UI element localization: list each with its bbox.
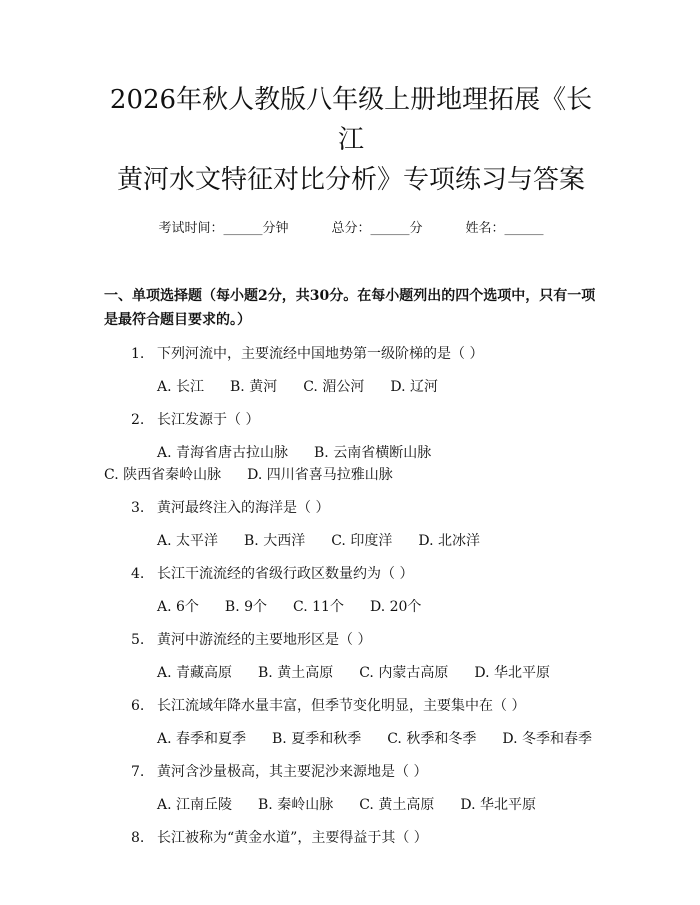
question-item [104,564,598,618]
question-item [104,762,598,816]
answer-option: A. 青藏高原 [157,665,233,681]
option-row [104,596,598,618]
question-stem [104,564,598,584]
question-item [104,498,598,552]
option-row [104,662,598,684]
question-number: 5. [131,632,145,648]
exam-info-line [104,220,598,238]
answer-option: B. 秦岭山脉 [258,797,334,813]
answer-option: A. 6个 [157,599,199,615]
option-row [104,376,598,398]
answer-option: B. 黄土高原 [258,665,334,681]
answer-option: C. 湄公河 [303,379,365,395]
total-score-field: 总分：______分 [331,221,423,236]
answer-option: C. 黄土高原 [359,797,435,813]
title-line-2: 黄河水文特征对比分析》专项练习与答案 [116,165,585,195]
question-text: 长江被称为“黄金水道”，主要得益于其（ ） [157,830,428,846]
question-item [104,696,598,750]
question-stem [104,344,598,364]
title-line-1: 2026年秋人教版八年级上册地理拓展《长江 [109,85,593,155]
question-stem [104,828,598,848]
answer-option: D. 华北平原 [474,665,550,681]
question-text: 长江发源于（ ） [157,412,260,428]
question-number: 8. [131,830,145,846]
answer-option: C. 内蒙古高原 [359,665,449,681]
answer-option: D. 辽河 [390,379,438,395]
question-list [104,344,598,848]
option-row [104,442,598,486]
question-number: 1. [131,346,145,362]
option-row [104,530,598,552]
question-text: 长江干流流经的省级行政区数量约为（ ） [157,566,414,582]
question-text: 下列河流中，主要流经中国地势第一级阶梯的是（ ） [157,346,484,362]
answer-option: D. 四川省喜马拉雅山脉 [247,467,393,483]
question-stem [104,498,598,518]
answer-option: D. 华北平原 [460,797,536,813]
question-stem [104,410,598,430]
answer-option: D. 20个 [369,599,422,615]
section-heading-single-choice: 一、单项选择题（每小题2分，共30分。在每小题列出的四个选项中，只有一项是最符合题目要求的。） [104,288,596,328]
question-number: 4. [131,566,145,582]
question-text: 黄河最终注入的海洋是（ ） [157,500,330,516]
question-stem [104,630,598,650]
student-name-field: 姓名：______ [465,221,544,236]
question-text: 黄河中游流经的主要地形区是（ ） [157,632,372,648]
answer-option: B. 夏季和秋季 [272,731,362,747]
question-item [104,344,598,398]
question-text: 黄河含沙量极高，其主要泥沙来源地是（ ） [157,764,428,780]
answer-option: C. 秋季和冬季 [387,731,477,747]
question-number: 2. [131,412,145,428]
answer-option: A. 太平洋 [157,533,219,549]
answer-option: A. 青海省唐古拉山脉 [157,445,289,461]
answer-option: A. 江南丘陵 [157,797,233,813]
answer-option: B. 云南省横断山脉 [314,445,432,461]
question-text: 长江流域年降水量丰富，但季节变化明显，主要集中在（ ） [157,698,526,714]
answer-option: A. 春季和夏季 [157,731,247,747]
answer-option: C. 11个 [293,599,344,615]
answer-option: B. 大西洋 [244,533,306,549]
question-item [104,630,598,684]
answer-option: A. 长江 [157,379,205,395]
exam-time-field: 考试时间：______分钟 [158,221,289,236]
answer-option: C. 印度洋 [331,533,393,549]
question-number: 7. [131,764,145,780]
option-row [104,794,598,816]
answer-option: B. 黄河 [230,379,278,395]
answer-option: D. 北冰洋 [418,533,480,549]
answer-option: D. 冬季和春季 [502,731,592,747]
question-stem [104,762,598,782]
answer-option: C. 陕西省秦岭山脉 [104,467,222,483]
question-stem [104,696,598,716]
question-number: 6. [131,698,145,714]
question-item [104,410,598,486]
exam-title [104,0,598,200]
question-number: 3. [131,500,145,516]
question-item [104,828,598,848]
answer-option: B. 9个 [224,599,268,615]
option-row [104,728,598,750]
